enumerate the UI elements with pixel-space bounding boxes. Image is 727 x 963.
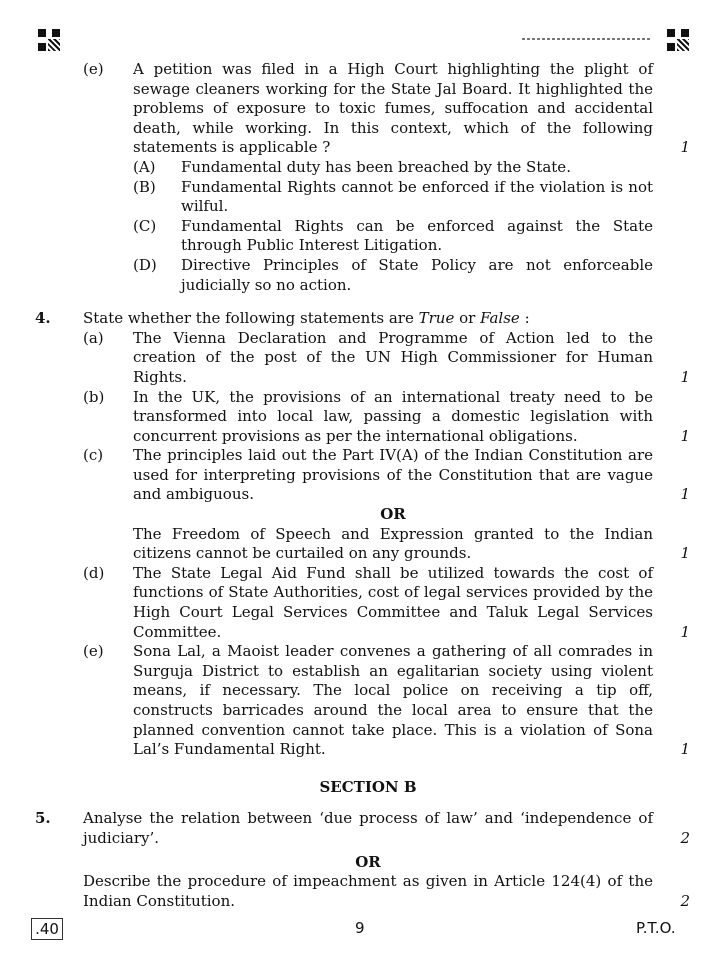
q5-text: Analyse the relation between ‘due process of law’ and ‘independence of judiciary’. [83, 809, 653, 847]
q5-alt-text: Describe the procedure of impeachment as given in Article 124(4) of the Indian Constitution. [83, 872, 653, 910]
option-text: Fundamental Rights can be enforced against the State through Public Interest Litigation. [181, 216, 653, 255]
q4-stem-text: State whether the following statements are True or False : [83, 309, 530, 328]
option-text: Fundamental duty has been breached by the State. [181, 157, 571, 176]
q4b-item [35, 388, 690, 447]
pto-label: P.T.O. [636, 919, 676, 937]
q5-or-divider: OR [355, 852, 381, 871]
item-marks: 1 [680, 367, 690, 386]
header-rule [522, 38, 652, 40]
option-text: Fundamental Rights cannot be enforced if the violation is not wilful. [181, 177, 653, 216]
q4e-item [35, 642, 690, 760]
item-label: (d) [83, 563, 105, 582]
item-text: The Vienna Declaration and Programme of Action led to the creation of the post of the UN High Commissioner for Human Rights. [133, 328, 653, 386]
item-marks: 1 [680, 485, 690, 504]
option-label: (B) [133, 177, 156, 196]
q4-number: 4. [35, 309, 51, 328]
q3e-label: (e) [83, 60, 104, 78]
q4d-item [35, 564, 690, 642]
item-text: The State Legal Aid Fund shall be utilized towards the cost of functions of State Authorities, cost of legal services provided by the High Court Legal Services Committee and Taluk Legal Services Committee. [133, 563, 653, 641]
q4a-item [35, 329, 690, 388]
item-label: (c) [83, 446, 104, 465]
q5-number: 5. [35, 809, 51, 828]
option-label: (C) [133, 216, 157, 235]
q3e-option-c [35, 217, 690, 256]
q5-question [35, 809, 690, 848]
section-b-heading: SECTION B [319, 777, 417, 796]
option-text: Directive Principles of State Policy are not enforceable judicially so no action. [181, 255, 653, 294]
q3e-text: A petition was filed in a High Court highlighting the plight of sewage cleaners working for the State Jal Board. It highlighted the problems of exposure to toxic fumes, suffocation and accidental death, while working. In this context, which of the following statements is applicable ? [133, 60, 653, 157]
item-text: Sona Lal, a Maoist leader convenes a gathering of all comrades in Surguja District to establish an egalitarian society using violent means, if necessary. The local police on receiving a tip off, constructs barricades around the local area to ensure that the planned convention cannot take place. This is a violation of Sona Lal’s Fundamental Right. [133, 642, 653, 759]
qr-code-left-icon [37, 28, 61, 52]
option-label: (A) [133, 157, 156, 176]
q5-marks: 2 [680, 828, 690, 847]
page-number: 9 [355, 919, 365, 937]
item-text: In the UK, the provisions of an international treaty need to be transformed into local law, passing a domestic legislation with concurrent provisions as per the international obligations. [133, 387, 653, 445]
q4c-or-divider: OR [380, 505, 406, 524]
item-label: (b) [83, 387, 105, 406]
q3e-option-a [35, 158, 690, 178]
item-marks: 1 [680, 544, 690, 563]
item-marks: 1 [680, 740, 690, 759]
q4-stem [35, 309, 690, 329]
q4c-alt-item [35, 525, 690, 564]
paper-code-box: .40 [31, 918, 63, 940]
q3e-option-b [35, 178, 690, 217]
item-label: (a) [83, 328, 104, 347]
item-marks: 1 [680, 622, 690, 641]
option-label: (D) [133, 255, 157, 274]
q4c-item [35, 446, 690, 505]
item-text: The principles laid out the Part IV(A) of the Indian Constitution are used for interpreting provisions of the Constitution that are vague and ambiguous. [133, 446, 653, 504]
q3e-marks: 1 [680, 138, 690, 157]
item-text: The Freedom of Speech and Expression granted to the Indian citizens cannot be curtailed on any grounds. [133, 524, 653, 563]
q5-alt-question [35, 872, 690, 911]
q5-alt-marks: 2 [680, 891, 690, 910]
page-content [35, 60, 690, 911]
item-marks: 1 [680, 426, 690, 445]
q3e-question [35, 60, 690, 158]
qr-code-right-icon [666, 28, 690, 52]
item-label: (e) [83, 642, 104, 661]
q3e-option-d [35, 256, 690, 295]
